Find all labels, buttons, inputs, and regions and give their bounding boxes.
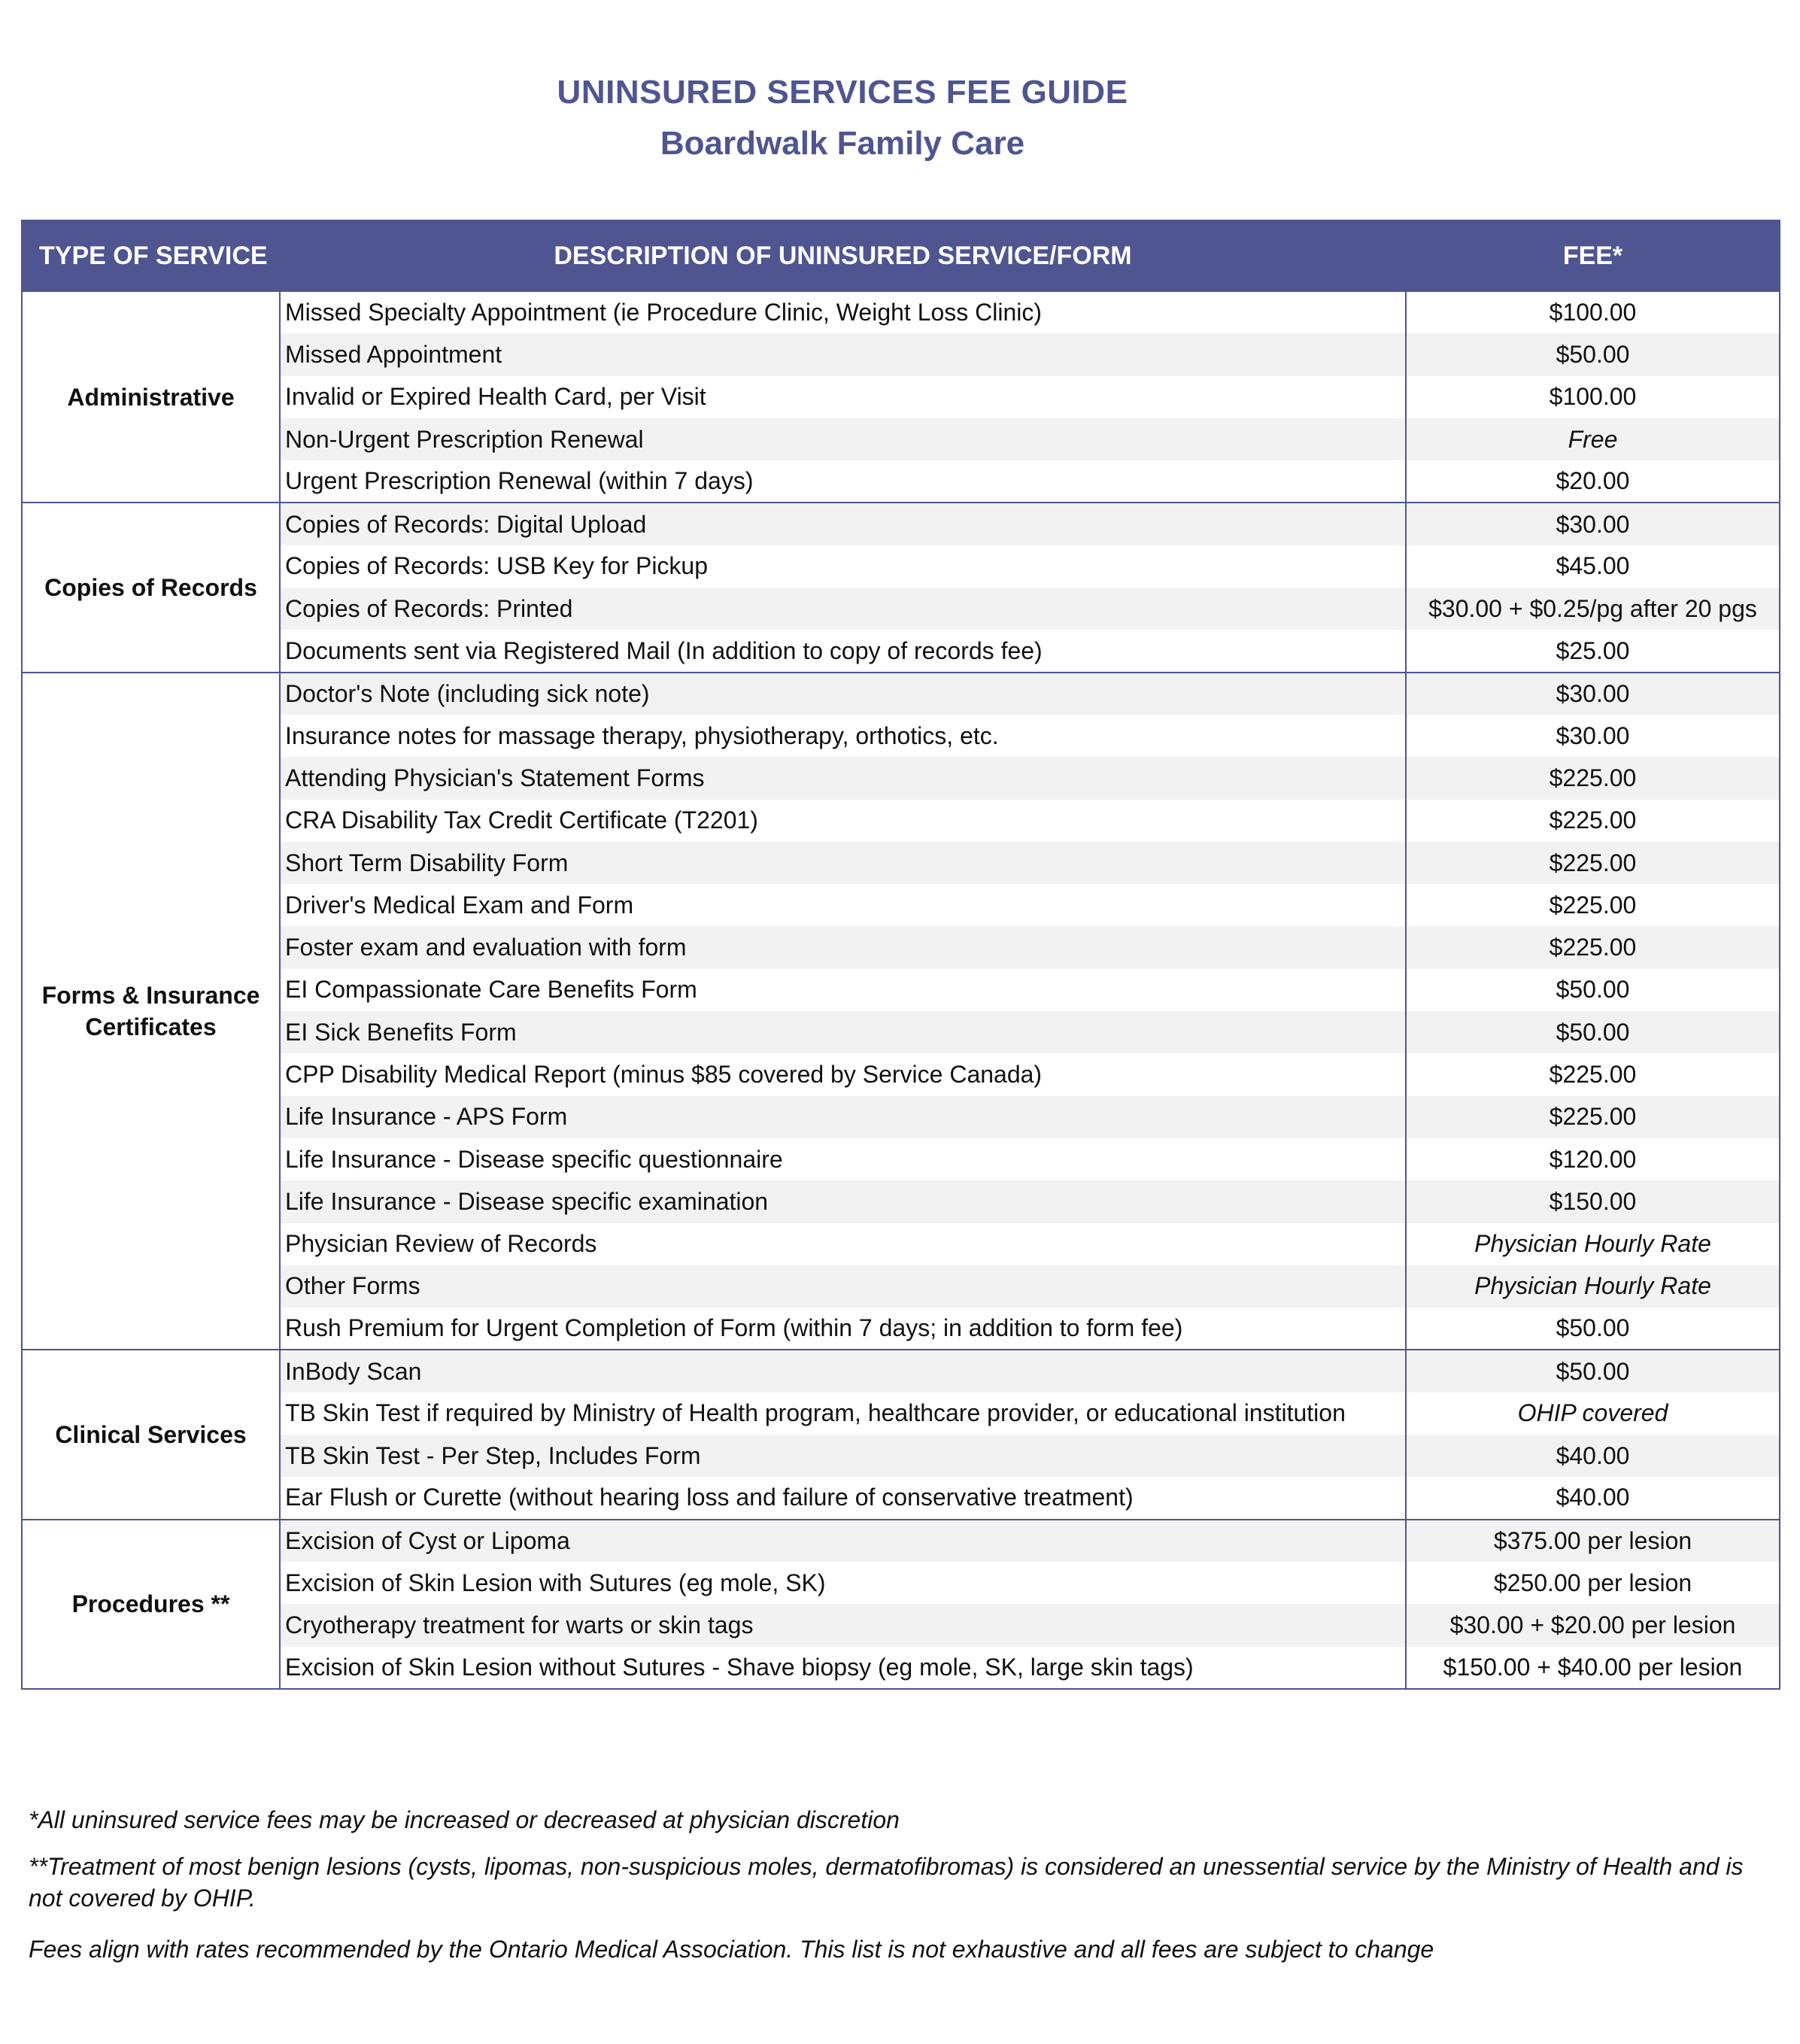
table-row (22, 1180, 1780, 1222)
service-fee-cell: $150.00 + $40.00 per lesion (1406, 1647, 1780, 1689)
table-row (22, 588, 1780, 630)
service-description-cell: Life Insurance - Disease specific questionnaire (280, 1138, 1406, 1180)
service-fee-cell: $50.00 (1406, 333, 1780, 375)
fee-table-body (22, 291, 1780, 1689)
service-fee-cell: $120.00 (1406, 1138, 1780, 1180)
service-description-cell: InBody Scan (280, 1350, 1406, 1392)
service-description-cell: Urgent Prescription Renewal (within 7 days) (280, 460, 1406, 503)
service-description-cell: CPP Disability Medical Report (minus $85 covered by Service Canada) (280, 1053, 1406, 1095)
table-row (22, 673, 1780, 715)
service-description-cell: Non-Urgent Prescription Renewal (280, 418, 1406, 460)
service-description-cell: Insurance notes for massage therapy, physiotherapy, orthotics, etc. (280, 715, 1406, 757)
service-description-cell: Rush Premium for Urgent Completion of Form (within 7 days; in addition to form fee) (280, 1307, 1406, 1350)
table-row (22, 333, 1780, 375)
service-fee-cell: Free (1406, 418, 1780, 460)
table-row (22, 1520, 1780, 1562)
service-fee-cell: $225.00 (1406, 1053, 1780, 1095)
table-row (22, 630, 1780, 672)
service-fee-cell: $225.00 (1406, 842, 1780, 884)
service-type-cell: Procedures ** (22, 1520, 280, 1689)
service-fee-cell: $30.00 (1406, 715, 1780, 757)
table-row (22, 926, 1780, 968)
fee-table-header (22, 220, 1780, 291)
table-row (22, 1223, 1780, 1265)
service-description-cell: TB Skin Test - Per Step, Includes Form (280, 1435, 1406, 1477)
service-fee-cell: $30.00 + $20.00 per lesion (1406, 1604, 1780, 1646)
service-description-cell: Missed Appointment (280, 333, 1406, 375)
service-fee-cell: $100.00 (1406, 376, 1780, 418)
table-row (22, 884, 1780, 926)
service-description-cell: Cryotherapy treatment for warts or skin tags (280, 1604, 1406, 1646)
table-row (22, 1604, 1780, 1646)
service-fee-cell: OHIP covered (1406, 1393, 1780, 1435)
service-fee-cell: $30.00 (1406, 673, 1780, 715)
service-fee-cell: $250.00 per lesion (1406, 1562, 1780, 1604)
service-description-cell: Copies of Records: Digital Upload (280, 503, 1406, 545)
table-row (22, 715, 1780, 757)
service-description-cell: Documents sent via Registered Mail (In addition to copy of records fee) (280, 630, 1406, 672)
table-row (22, 460, 1780, 503)
table-row (22, 1053, 1780, 1095)
service-fee-cell: $50.00 (1406, 1011, 1780, 1053)
table-row (22, 842, 1780, 884)
service-description-cell: CRA Disability Tax Credit Certificate (T2201) (280, 800, 1406, 842)
table-row (22, 1138, 1780, 1180)
footnote-discretion: *All uninsured service fees may be increased or decreased at physician discretion (29, 1806, 900, 1833)
service-description-cell: Life Insurance - APS Form (280, 1096, 1406, 1138)
service-fee-cell: $50.00 (1406, 1350, 1780, 1392)
service-description-cell: Excision of Skin Lesion without Sutures - Shave biopsy (eg mole, SK, large skin tags) (280, 1647, 1406, 1689)
table-row (22, 291, 1780, 333)
column-header-type: TYPE OF SERVICE (22, 220, 280, 291)
table-row (22, 1477, 1780, 1519)
table-row (22, 1096, 1780, 1138)
service-description-cell: Ear Flush or Curette (without hearing loss and failure of conservative treatment) (280, 1477, 1406, 1519)
service-description-cell: Life Insurance - Disease specific examination (280, 1180, 1406, 1222)
service-description-cell: Other Forms (280, 1265, 1406, 1307)
service-fee-cell: $225.00 (1406, 800, 1780, 842)
service-fee-cell: $150.00 (1406, 1180, 1780, 1222)
table-row (22, 1350, 1780, 1392)
service-description-cell: Foster exam and evaluation with form (280, 926, 1406, 968)
service-fee-cell: $225.00 (1406, 757, 1780, 799)
table-row (22, 1307, 1780, 1350)
table-row (22, 376, 1780, 418)
service-type-cell: Administrative (22, 291, 280, 503)
service-description-cell: Physician Review of Records (280, 1223, 1406, 1265)
service-fee-cell: $40.00 (1406, 1477, 1780, 1519)
service-fee-cell: $20.00 (1406, 460, 1780, 503)
service-description-cell: Excision of Skin Lesion with Sutures (eg mole, SK) (280, 1562, 1406, 1604)
service-description-cell: EI Compassionate Care Benefits Form (280, 969, 1406, 1011)
service-fee-cell: $30.00 (1406, 503, 1780, 545)
table-row (22, 503, 1780, 545)
footnote-oma-rates: Fees align with rates recommended by the Ontario Medical Association. This list is not exhaustive and all fees are subject to change (29, 1936, 1434, 1963)
table-row (22, 545, 1780, 588)
service-description-cell: Doctor's Note (including sick note) (280, 673, 1406, 715)
service-fee-cell: $40.00 (1406, 1435, 1780, 1477)
service-description-cell: Copies of Records: USB Key for Pickup (280, 545, 1406, 588)
table-row (22, 757, 1780, 799)
service-fee-cell: $50.00 (1406, 1307, 1780, 1350)
page-title: UNINSURED SERVICES FEE GUIDE (557, 74, 1128, 111)
table-row (22, 1011, 1780, 1053)
table-row (22, 1647, 1780, 1689)
column-header-fee: FEE* (1406, 220, 1780, 291)
service-description-cell: Short Term Disability Form (280, 842, 1406, 884)
fee-table (21, 220, 1780, 1690)
table-row (22, 1435, 1780, 1477)
service-description-cell: Attending Physician's Statement Forms (280, 757, 1406, 799)
service-fee-cell: $225.00 (1406, 926, 1780, 968)
service-fee-cell: $225.00 (1406, 1096, 1780, 1138)
service-fee-cell: $25.00 (1406, 630, 1780, 672)
table-row (22, 969, 1780, 1011)
service-type-cell: Forms & Insurance Certificates (22, 673, 280, 1350)
service-fee-cell: Physician Hourly Rate (1406, 1265, 1780, 1307)
service-fee-cell: $30.00 + $0.25/pg after 20 pgs (1406, 588, 1780, 630)
clinic-name: Boardwalk Family Care (660, 125, 1025, 162)
table-row (22, 418, 1780, 460)
service-fee-cell: $225.00 (1406, 884, 1780, 926)
service-description-cell: Excision of Cyst or Lipoma (280, 1520, 1406, 1562)
service-type-cell: Clinical Services (22, 1350, 280, 1519)
service-fee-cell: $375.00 per lesion (1406, 1520, 1780, 1562)
table-row (22, 1393, 1780, 1435)
service-fee-cell: $100.00 (1406, 291, 1780, 333)
table-row (22, 800, 1780, 842)
service-fee-cell: $50.00 (1406, 969, 1780, 1011)
service-description-cell: Copies of Records: Printed (280, 588, 1406, 630)
service-fee-cell: $45.00 (1406, 545, 1780, 588)
service-description-cell: TB Skin Test if required by Ministry of Health program, healthcare provider, or educational institution (280, 1393, 1406, 1435)
footnote-benign-lesions: **Treatment of most benign lesions (cysts, lipomas, non-suspicious moles, dermatofibromas) is considered an unessential service by the Ministry of Health and is not covered by OHIP. (29, 1853, 1744, 1912)
service-description-cell: Invalid or Expired Health Card, per Visit (280, 376, 1406, 418)
table-row (22, 1265, 1780, 1307)
service-description-cell: Missed Specialty Appointment (ie Procedure Clinic, Weight Loss Clinic) (280, 291, 1406, 333)
service-description-cell: EI Sick Benefits Form (280, 1011, 1406, 1053)
service-fee-cell: Physician Hourly Rate (1406, 1223, 1780, 1265)
service-description-cell: Driver's Medical Exam and Form (280, 884, 1406, 926)
column-header-description: DESCRIPTION OF UNINSURED SERVICE/FORM (280, 220, 1406, 291)
table-row (22, 1562, 1780, 1604)
service-type-cell: Copies of Records (22, 503, 280, 672)
